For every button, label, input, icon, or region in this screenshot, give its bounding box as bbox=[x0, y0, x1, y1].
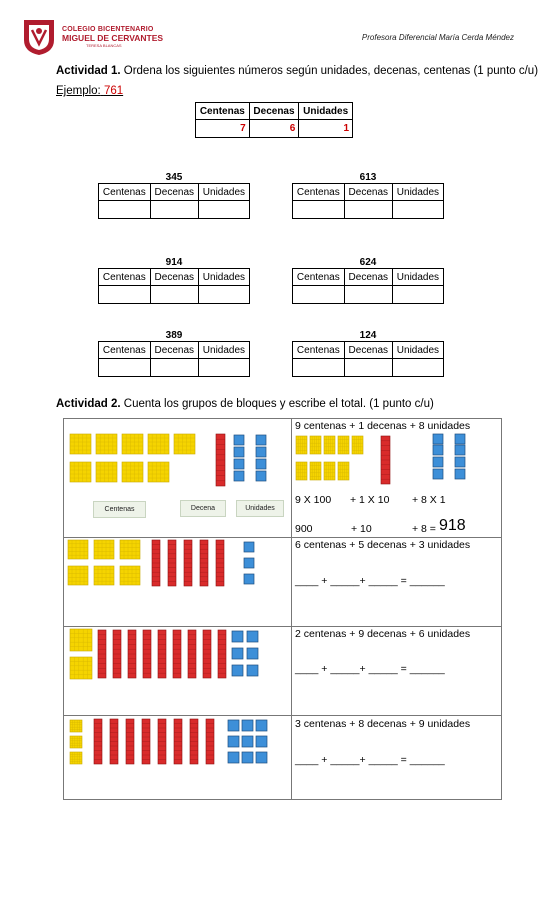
exercise-number: 124 bbox=[359, 330, 377, 341]
header-decenas: Decenas bbox=[344, 342, 392, 359]
example-value-decenas: 6 bbox=[249, 120, 299, 138]
activity1-title: Actividad 1. bbox=[56, 65, 121, 77]
hundred-block-icon bbox=[120, 540, 140, 559]
row4-text: 3 centenas + 8 decenas + 9 unidades bbox=[295, 718, 471, 730]
hundred-block-icon bbox=[122, 434, 143, 454]
hundred-block-icon bbox=[70, 657, 92, 679]
activity1-instruction: Ordena los siguientes números según unidades, decenas, centenas (1 punto c/u) bbox=[123, 65, 539, 77]
unit-cube-icon bbox=[234, 471, 244, 481]
header-unidades: Unidades bbox=[198, 269, 249, 286]
example-header-decenas: Decenas bbox=[249, 103, 299, 120]
hundred-block-icon bbox=[70, 736, 82, 748]
header-unidades: Unidades bbox=[198, 342, 249, 359]
header-decenas: Decenas bbox=[344, 269, 392, 286]
row1-mult-b: + 1 X 10 bbox=[350, 494, 390, 506]
unit-cube-icon bbox=[433, 445, 443, 455]
unit-cube-icon bbox=[232, 648, 243, 659]
header-decenas: Decenas bbox=[150, 342, 198, 359]
label-unidades: Unidades bbox=[236, 500, 284, 517]
example-header-centenas: Centenas bbox=[196, 103, 250, 120]
hundred-block-icon bbox=[96, 434, 117, 454]
unit-cube-icon bbox=[244, 542, 254, 552]
exercise-number: 613 bbox=[359, 172, 377, 183]
unit-cube-icon bbox=[244, 558, 254, 568]
unit-cube-icon bbox=[242, 736, 253, 747]
unit-cube-icon bbox=[242, 720, 253, 731]
header-unidades: Unidades bbox=[392, 184, 443, 201]
row1-sum-c: + 8 = bbox=[412, 523, 436, 535]
hundred-block-icon bbox=[94, 566, 114, 585]
exercise-number: 389 bbox=[165, 330, 183, 341]
example-value-centenas: 7 bbox=[196, 120, 250, 138]
unit-cube-icon bbox=[234, 459, 244, 469]
row1-total: 918 bbox=[439, 517, 466, 534]
hundred-block-icon bbox=[70, 752, 82, 764]
header-centenas: Centenas bbox=[99, 184, 151, 201]
teacher-name: Profesora Diferencial María Cerda Méndez bbox=[361, 33, 514, 42]
hundred-block-icon bbox=[296, 462, 307, 480]
unit-cube-icon bbox=[244, 574, 254, 584]
unit-cube-icon bbox=[455, 457, 465, 467]
unit-cube-icon bbox=[228, 720, 239, 731]
hundred-block-icon bbox=[122, 462, 143, 482]
unit-cube-icon bbox=[234, 435, 244, 445]
label-centenas: Centenas bbox=[93, 501, 146, 518]
hundred-block-icon bbox=[338, 462, 349, 480]
exercise-number: 914 bbox=[165, 257, 183, 268]
header-centenas: Centenas bbox=[99, 269, 151, 286]
unit-cube-icon bbox=[247, 648, 258, 659]
hundred-block-icon bbox=[120, 566, 140, 585]
header-unidades: Unidades bbox=[392, 269, 443, 286]
example-value-unidades: 1 bbox=[299, 120, 353, 138]
row1-sum-a: 900 bbox=[295, 523, 313, 535]
hundred-block-icon bbox=[70, 720, 82, 732]
header-centenas: Centenas bbox=[293, 269, 345, 286]
hundred-block-icon bbox=[310, 462, 321, 480]
unit-cube-icon bbox=[256, 471, 266, 481]
unit-cube-icon bbox=[433, 457, 443, 467]
unit-cube-icon bbox=[232, 631, 243, 642]
hundred-block-icon bbox=[148, 462, 169, 482]
hundred-block-icon bbox=[324, 462, 335, 480]
unit-cube-icon bbox=[234, 447, 244, 457]
activity2-instruction: Cuenta los grupos de bloques y escribe el total. (1 punto c/u) bbox=[123, 398, 434, 410]
hundred-block-icon bbox=[68, 540, 88, 559]
row2-answer-blank[interactable]: ____ + _____+ _____ = ______ bbox=[295, 575, 445, 587]
hundred-block-icon bbox=[324, 436, 335, 454]
unit-cube-icon bbox=[433, 469, 443, 479]
header-decenas: Decenas bbox=[150, 184, 198, 201]
unit-cube-icon bbox=[247, 665, 258, 676]
hundred-block-icon bbox=[68, 566, 88, 585]
school-name-line1: COLEGIO BICENTENARIO bbox=[62, 26, 154, 33]
header-centenas: Centenas bbox=[99, 342, 151, 359]
row1-mult-c: + 8 X 1 bbox=[412, 494, 446, 506]
unit-cube-icon bbox=[256, 447, 266, 457]
hundred-block-icon bbox=[94, 540, 114, 559]
hundred-block-icon bbox=[338, 436, 349, 454]
unit-cube-icon bbox=[228, 752, 239, 763]
label-decena: Decena bbox=[180, 500, 226, 517]
unit-cube-icon bbox=[256, 752, 267, 763]
hundred-block-icon bbox=[352, 436, 363, 454]
unit-cube-icon bbox=[455, 469, 465, 479]
row4-answer-blank[interactable]: ____ + _____+ _____ = ______ bbox=[295, 754, 445, 766]
unit-cube-icon bbox=[232, 665, 243, 676]
unit-cube-icon bbox=[433, 434, 443, 444]
unit-cube-icon bbox=[455, 445, 465, 455]
hundred-block-icon bbox=[70, 629, 92, 651]
unit-cube-icon bbox=[256, 736, 267, 747]
activity2-title: Actividad 2. bbox=[56, 398, 121, 410]
header-unidades: Unidades bbox=[392, 342, 443, 359]
unit-cube-icon bbox=[256, 720, 267, 731]
row1-text: 9 centenas + 1 decenas + 8 unidades bbox=[295, 420, 471, 432]
unit-cube-icon bbox=[256, 459, 266, 469]
hundred-block-icon bbox=[96, 462, 117, 482]
header-decenas: Decenas bbox=[344, 184, 392, 201]
unit-cube-icon bbox=[455, 434, 465, 444]
exercise-number: 624 bbox=[359, 257, 377, 268]
header-unidades: Unidades bbox=[198, 184, 249, 201]
example-header-unidades: Unidades bbox=[299, 103, 353, 120]
hundred-block-icon bbox=[174, 434, 195, 454]
unit-cube-icon bbox=[228, 736, 239, 747]
unit-cube-icon bbox=[247, 631, 258, 642]
row3-text: 2 centenas + 9 decenas + 6 unidades bbox=[295, 628, 471, 640]
hundred-block-icon bbox=[310, 436, 321, 454]
hundred-block-icon bbox=[296, 436, 307, 454]
hundred-block-icon bbox=[70, 462, 91, 482]
header-centenas: Centenas bbox=[293, 342, 345, 359]
example-number: 761 bbox=[103, 85, 124, 97]
example-label: Ejemplo: bbox=[56, 85, 101, 97]
hundred-block-icon bbox=[70, 434, 91, 454]
row1-sum-b: + 10 bbox=[351, 523, 372, 535]
row3-answer-blank[interactable]: ____ + _____+ _____ = ______ bbox=[295, 663, 445, 675]
unit-cube-icon bbox=[242, 752, 253, 763]
hundred-block-icon bbox=[148, 434, 169, 454]
row2-text: 6 centenas + 5 decenas + 3 unidades bbox=[295, 539, 471, 551]
header-decenas: Decenas bbox=[150, 269, 198, 286]
exercise-number: 345 bbox=[165, 172, 183, 183]
header-centenas: Centenas bbox=[293, 184, 345, 201]
row1-mult-a: 9 X 100 bbox=[295, 494, 332, 506]
school-name-line3: TERESA BLANCAS bbox=[86, 43, 122, 48]
school-name-line2: MIGUEL DE CERVANTES bbox=[62, 33, 164, 43]
unit-cube-icon bbox=[256, 435, 266, 445]
